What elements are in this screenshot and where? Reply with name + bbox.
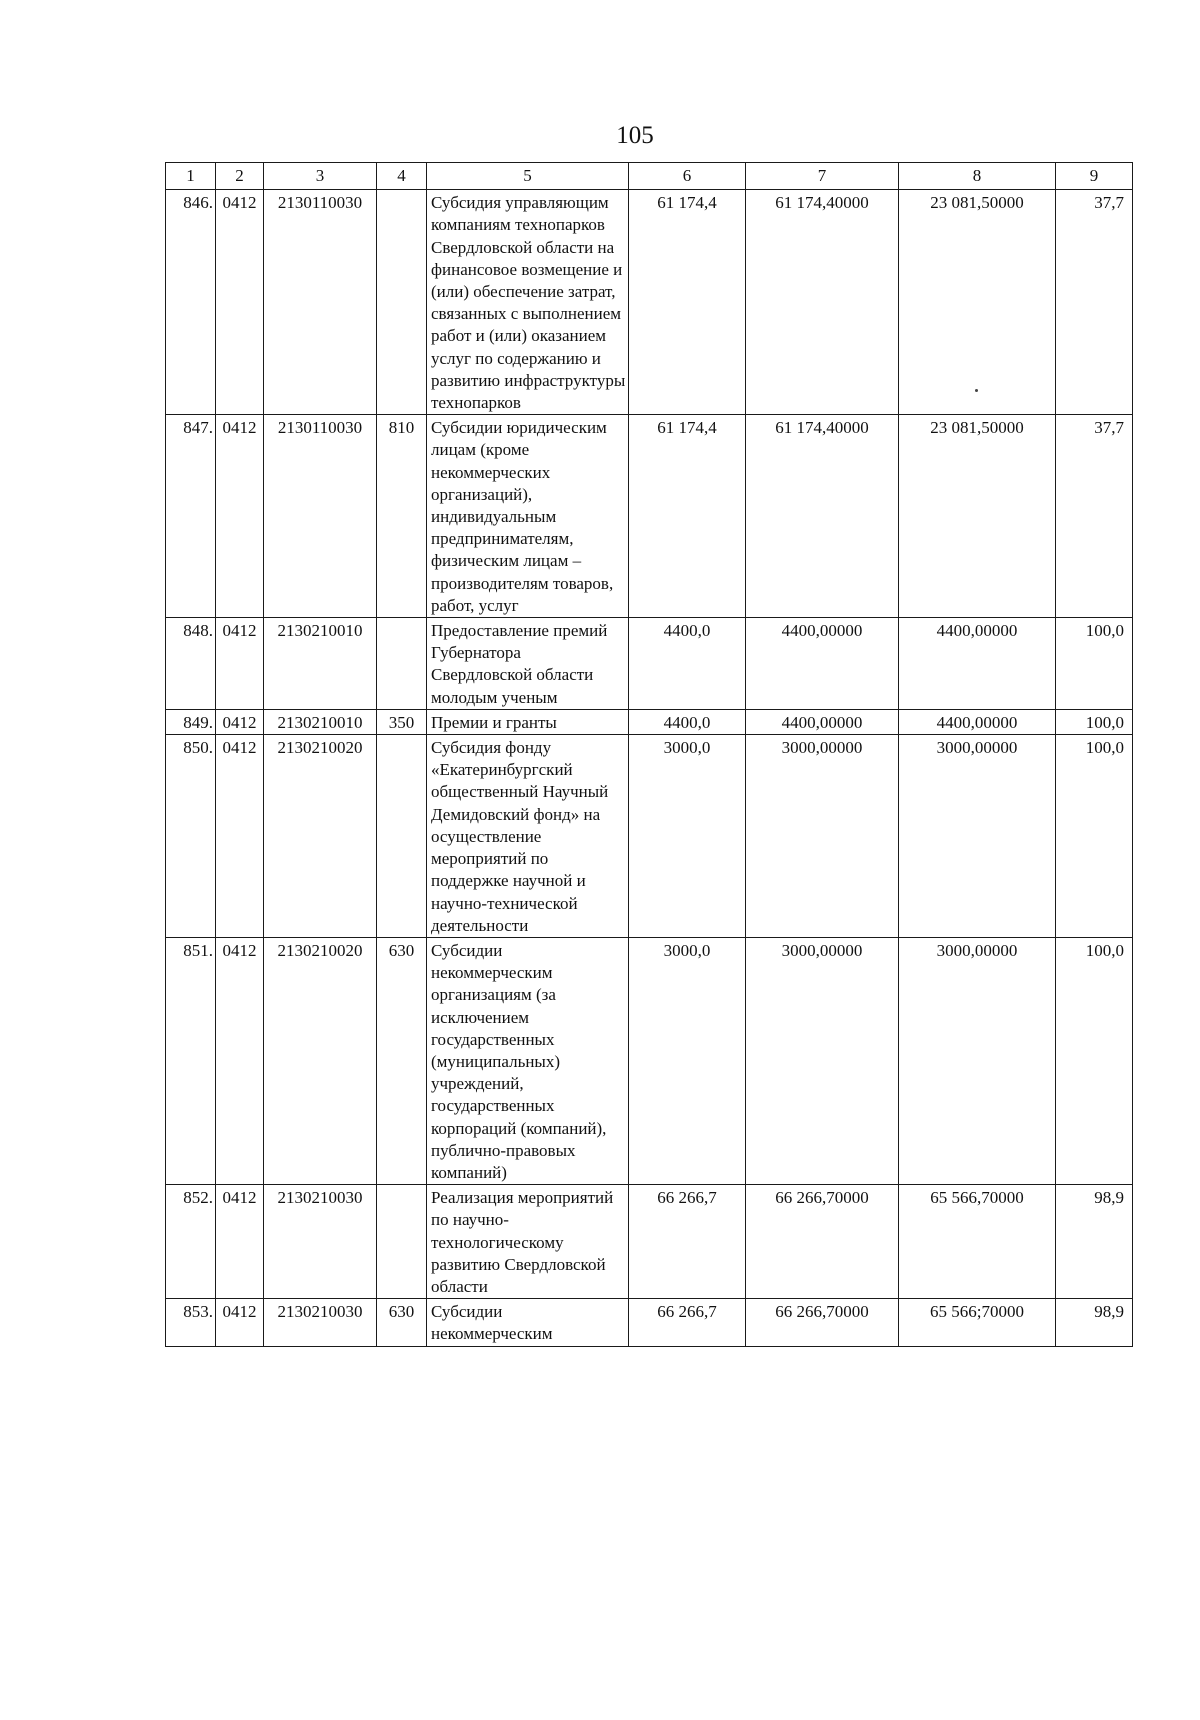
value-col-6: 66 266,7 [629,1185,746,1299]
table-row [166,709,1133,734]
page-number: 105 [616,122,654,149]
value-col-6: 66 266,7 [629,1299,746,1346]
target-article-code: 2130210010 [264,709,377,734]
row-number: 850. [166,735,216,938]
col-header-9: 9 [1056,163,1133,190]
value-col-8: 23 081,50000 [899,190,1056,415]
section-code: 0412 [216,618,264,710]
row-number: 846. [166,190,216,415]
row-number: 847. [166,415,216,618]
item-name: Премии и гранты [427,709,629,734]
target-article-code: 2130110030 [264,415,377,618]
expense-type-code: 630 [377,1299,427,1346]
table-row [166,190,1133,415]
col-header-5: 5 [427,163,629,190]
scan-speck [975,389,978,392]
value-col-7: 61 174,40000 [746,415,899,618]
percent-col-9: 37,7 [1056,190,1133,415]
col-header-4: 4 [377,163,427,190]
section-code: 0412 [216,1299,264,1346]
expense-type-code [377,1185,427,1299]
expense-type-code: 810 [377,415,427,618]
value-col-7: 4400,00000 [746,709,899,734]
value-col-7: 61 174,40000 [746,190,899,415]
table-row [166,1299,1133,1346]
target-article-code: 2130210020 [264,937,377,1184]
table-row [166,1185,1133,1299]
section-code: 0412 [216,735,264,938]
item-name: Реализация мероприятий по научно-технологическому развитию Свердловской области [427,1185,629,1299]
value-col-7: 3000,00000 [746,937,899,1184]
value-col-6: 3000,0 [629,937,746,1184]
item-name: Предоставление премий Губернатора Свердловской области молодым ученым [427,618,629,710]
section-code: 0412 [216,937,264,1184]
row-number: 853. [166,1299,216,1346]
percent-col-9: 100,0 [1056,735,1133,938]
percent-col-9: 98,9 [1056,1185,1133,1299]
value-col-6: 4400,0 [629,709,746,734]
target-article-code: 2130210030 [264,1299,377,1346]
col-header-6: 6 [629,163,746,190]
row-number: 849. [166,709,216,734]
table-row [166,937,1133,1184]
item-name: Субсидии некоммерческим [427,1299,629,1346]
percent-col-9: 37,7 [1056,415,1133,618]
col-header-7: 7 [746,163,899,190]
col-header-3: 3 [264,163,377,190]
table-row [166,618,1133,710]
item-name: Субсидия управляющим компаниям технопарков Свердловской области на финансовое возмещение и (или) обеспечение затрат, связанных с выполнением работ и (или) оказанием услуг по содержанию и развитию инфраструктуры технопарков [427,190,629,415]
target-article-code: 2130110030 [264,190,377,415]
value-col-6: 3000,0 [629,735,746,938]
percent-col-9: 100,0 [1056,618,1133,710]
value-col-7: 3000,00000 [746,735,899,938]
expense-type-code: 630 [377,937,427,1184]
value-col-8: 3000,00000 [899,937,1056,1184]
expense-type-code [377,618,427,710]
expense-type-code [377,735,427,938]
header-row [166,163,1133,190]
value-col-8: 3000,00000 [899,735,1056,938]
value-col-6: 61 174,4 [629,415,746,618]
expense-type-code: 350 [377,709,427,734]
value-col-7: 66 266,70000 [746,1185,899,1299]
section-code: 0412 [216,709,264,734]
budget-table [165,162,1133,1347]
value-col-8: 4400,00000 [899,618,1056,710]
value-col-6: 4400,0 [629,618,746,710]
col-header-8: 8 [899,163,1056,190]
target-article-code: 2130210010 [264,618,377,710]
value-col-8: 4400,00000 [899,709,1056,734]
expense-type-code [377,190,427,415]
value-col-6: 61 174,4 [629,190,746,415]
target-article-code: 2130210030 [264,1185,377,1299]
item-name: Субсидия фонду «Екатеринбургский общественный Научный Демидовский фонд» на осуществление мероприятий по поддержке научной и научно-технической деятельности [427,735,629,938]
item-name: Субсидии юридическим лицам (кроме некоммерческих организаций), индивидуальным предпринимателям, физическим лицам – производителям товаров, работ, услуг [427,415,629,618]
item-name: Субсидии некоммерческим организациям (за исключением государственных (муниципальных) учреждений, государственных корпораций (компаний), публично-правовых компаний) [427,937,629,1184]
row-number: 848. [166,618,216,710]
col-header-2: 2 [216,163,264,190]
section-code: 0412 [216,190,264,415]
percent-col-9: 100,0 [1056,709,1133,734]
percent-col-9: 98,9 [1056,1299,1133,1346]
row-number: 851. [166,937,216,1184]
table-row [166,735,1133,938]
col-header-1: 1 [166,163,216,190]
value-col-8: 65 566,70000 [899,1185,1056,1299]
value-col-7: 4400,00000 [746,618,899,710]
section-code: 0412 [216,415,264,618]
row-number: 852. [166,1185,216,1299]
target-article-code: 2130210020 [264,735,377,938]
value-col-8: 65 566;70000 [899,1299,1056,1346]
section-code: 0412 [216,1185,264,1299]
percent-col-9: 100,0 [1056,937,1133,1184]
value-col-8: 23 081,50000 [899,415,1056,618]
table-row [166,415,1133,618]
value-col-7: 66 266,70000 [746,1299,899,1346]
